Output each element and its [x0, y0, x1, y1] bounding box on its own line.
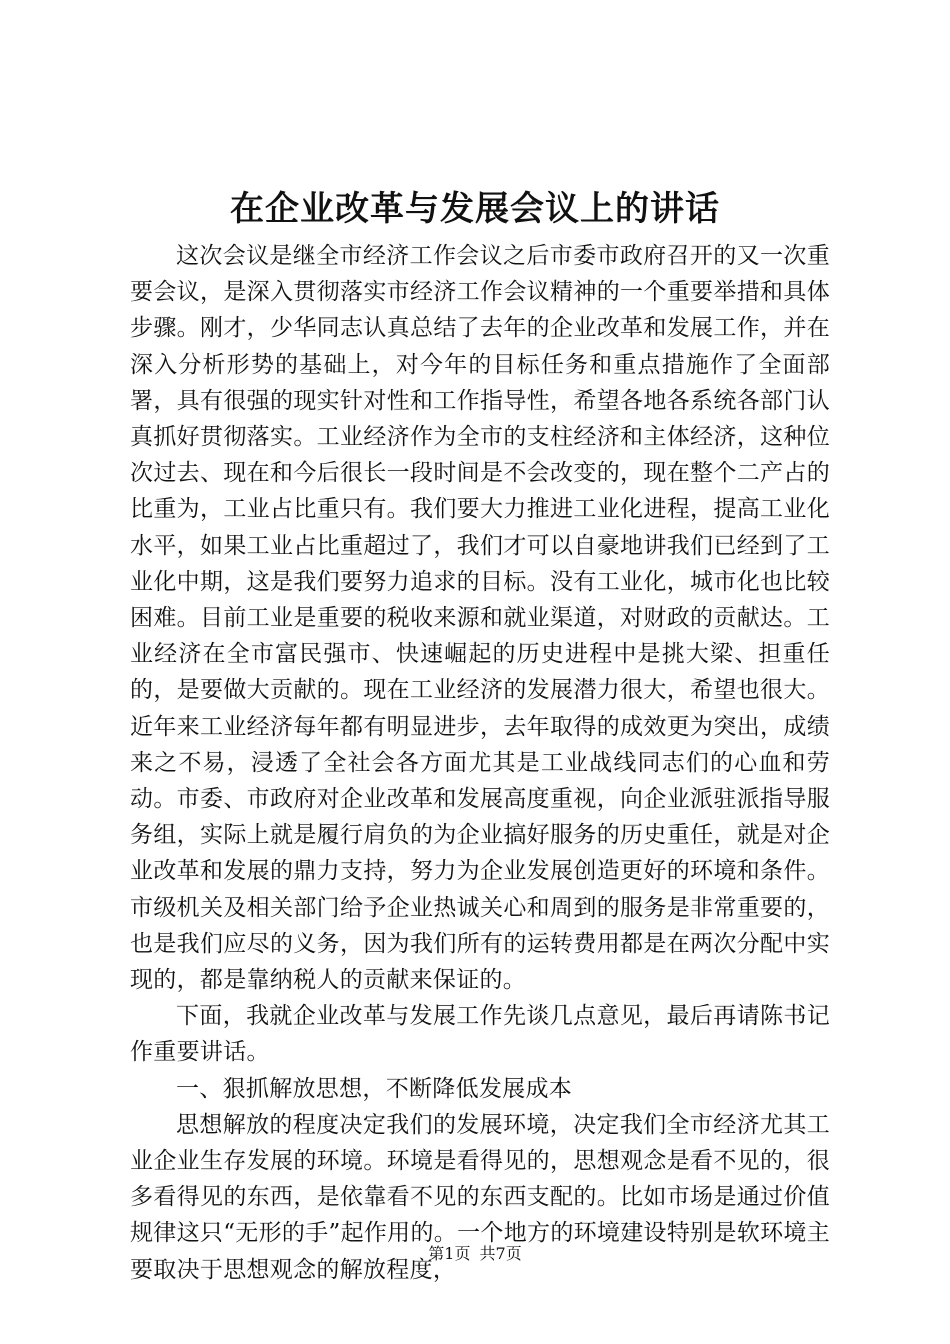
page-total: 共7页: [479, 1244, 522, 1263]
document-body: [130, 238, 830, 1288]
paragraph-2: 下面，我就企业改革与发展工作先谈几点意见，最后再请陈书记作重要讲话。: [130, 1003, 830, 1066]
page-footer: [0, 1244, 950, 1264]
paragraph-3: 思想解放的程度决定我们的发展环境，决定我们全市经济尤其工业企业生存发展的环境。环境是看得见的，思想观念是看不见的，很多看得见的东西，是依靠看不见的东西支配的。比如市场是通过价值规律这只“无形的手”起作用的。一个地方的环境建设特别是软环境主要取决于思想观念的解放程度，: [130, 1111, 830, 1283]
page-number: 第1页: [428, 1244, 471, 1263]
paragraph-1: 这次会议是继全市经济工作会议之后市委市政府召开的又一次重要会议，是深入贯彻落实市经济工作会议精神的一个重要举措和具体步骤。刚才，少华同志认真总结了去年的企业改革和发展工作，并在深入分析形势的基础上，对今年的目标任务和重点措施作了全面部署，具有很强的现实针对性和工作指导性，希望各地各系统各部门认真抓好贯彻落实。工业经济作为全市的支柱经济和主体经济，这种位次过去、现在和今后很长一段时间是不会改变的，现在整个二产占的比重为，工业占比重只有。我们要大力推进工业化进程，提高工业化水平，如果工业占比重超过了，我们才可以自豪地讲我们已经到了工业化中期，这是我们要努力追求的目标。没有工业化，城市化也比较困难。目前工业是重要的税收来源和就业渠道，对财政的贡献达。工业经济在全市富民强市、快速崛起的历史进程中是挑大梁、担重任的，是要做大贡献的。现在工业经济的发展潜力很大，希望也很大。近年来工业经济每年都有明显进步，去年取得的成效更为突出，成绩来之不易，浸透了全社会各方面尤其是工业战线同志们的心血和劳动。市委、市政府对企业改革和发展高度重视，向企业派驻派指导服务组，实际上就是履行肩负的为企业搞好服务的历史重任，就是对企业改革和发展的鼎力支持，努力为企业发展创造更好的环境和条件。市级机关及相关部门给予企业热诚关心和周到的服务是非常重要的，也是我们应尽的义务，因为我们所有的运转费用都是在两次分配中实现的，都是靠纳税人的贡献来保证的。: [130, 243, 830, 994]
document-title: 在企业改革与发展会议上的讲话: [230, 189, 720, 229]
section-heading-1: 一、狠抓解放思想，不断降低发展成本: [176, 1075, 573, 1102]
